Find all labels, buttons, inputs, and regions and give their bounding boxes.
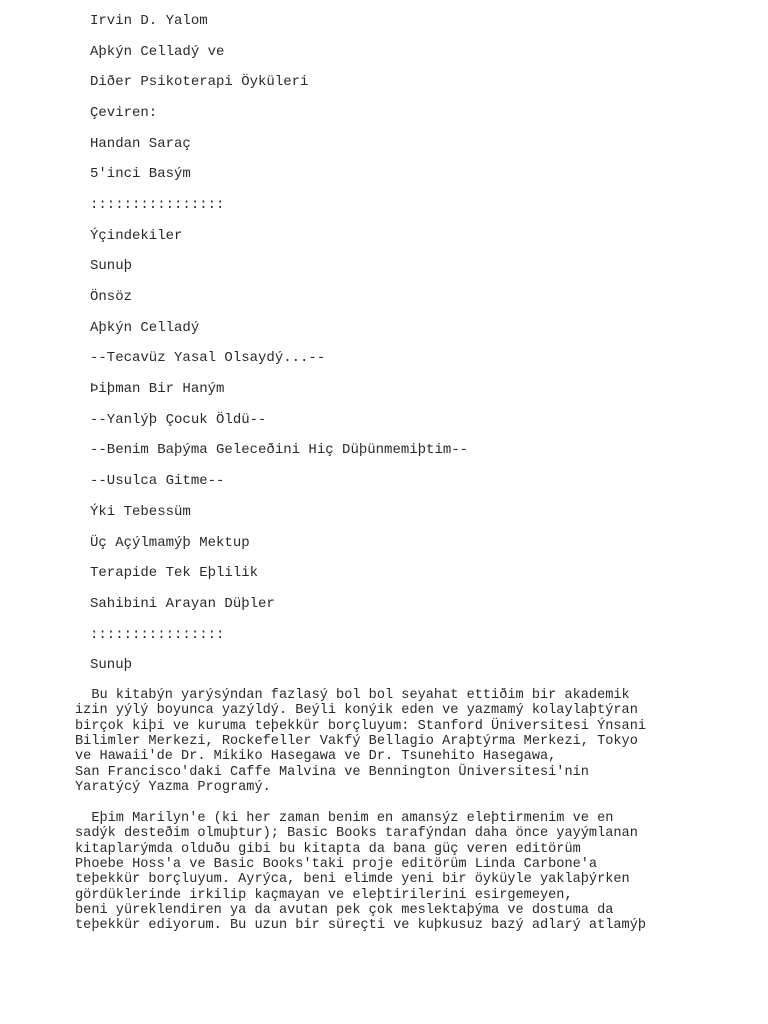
paragraph-line: beni yüreklendiren ya da avutan pek çok meslektaþýma ve dostuma da bbox=[75, 903, 614, 918]
paragraph-line: gördüklerinde irkilip kaçmayan ve eleþtirilerini esirgemeyen, bbox=[75, 888, 573, 903]
paragraph-line: birçok kiþi ve kuruma teþekkür borçluyum: Stanford Üniversitesi Ýnsani bbox=[75, 719, 647, 734]
paragraph-line: San Francisco'daki Caffe Malvina ve Bennington Üniversitesi'nin bbox=[75, 765, 589, 780]
toc-item: Üç Açýlmamýþ Mektup bbox=[90, 535, 250, 551]
translator-name: Handan Saraç bbox=[90, 136, 191, 152]
toc-item: Terapide Tek Eþlilik bbox=[90, 565, 259, 581]
paragraph-line: kitaplarýmda olduðu gibi bu kitapta da bana güç veren editörüm bbox=[75, 842, 581, 857]
paragraph-line: teþekkür borçluyum. Ayrýca, beni elimde yeni bir öyküyle yaklaþýrken bbox=[75, 872, 630, 887]
separator: :::::::::::::::: bbox=[90, 197, 225, 213]
toc-item: Önsöz bbox=[90, 289, 133, 305]
toc-item: Þiþman Bir Haným bbox=[90, 381, 225, 397]
toc-item: Ýki Tebessüm bbox=[90, 504, 191, 520]
paragraph-line: Phoebe Hoss'a ve Basic Books'taki proje editörüm Linda Carbone'a bbox=[75, 857, 598, 872]
toc-item: --Usulca Gitme-- bbox=[90, 473, 225, 489]
toc-item: Sunuþ bbox=[90, 258, 133, 274]
book-title-line-2: Diðer Psikoterapi Öyküleri bbox=[90, 74, 309, 90]
paragraph-line: Bu kitabýn yarýsýndan fazlasý bol bol seyahat ettiðim bir akademik bbox=[75, 688, 630, 703]
edition-info: 5'inci Basým bbox=[90, 166, 191, 182]
paragraph-line: Yaratýcý Yazma Programý. bbox=[75, 780, 271, 795]
toc-heading: Ýçindekiler bbox=[90, 228, 183, 244]
author-name: Irvin D. Yalom bbox=[90, 13, 208, 29]
section-heading: Sunuþ bbox=[90, 657, 133, 673]
separator: :::::::::::::::: bbox=[90, 627, 225, 643]
toc-item: --Benim Baþýma Geleceðini Hiç Düþünmemiþtim-- bbox=[90, 442, 469, 458]
paragraph-line: sadýk desteðim olmuþtur); Basic Books tarafýndan daha önce yayýmlanan bbox=[75, 826, 638, 841]
toc-item: Sahibini Arayan Düþler bbox=[90, 596, 275, 612]
paragraph-line: Bilimler Merkezi, Rockefeller Vakfý Bellagio Araþtýrma Merkezi, Tokyo bbox=[75, 734, 638, 749]
book-title-line-1: Aþkýn Celladý ve bbox=[90, 44, 225, 60]
toc-item: Aþkýn Celladý bbox=[90, 320, 200, 336]
translator-label: Çeviren: bbox=[90, 105, 158, 121]
toc-item: --Tecavüz Yasal Olsaydý...-- bbox=[90, 350, 326, 366]
paragraph-line: teþekkür ediyorum. Bu uzun bir süreçti ve kuþkusuz bazý adlarý atlamýþ bbox=[75, 918, 647, 933]
paragraph-line: Eþim Marilyn'e (ki her zaman benim en amansýz eleþtirmenim ve en bbox=[75, 811, 614, 826]
toc-item: --Yanlýþ Çocuk Öldü-- bbox=[90, 412, 267, 428]
paragraph-line: ve Hawaii'de Dr. Mikiko Hasegawa ve Dr. Tsunehito Hasegawa, bbox=[75, 749, 557, 764]
paragraph-line: izin yýlý boyunca yazýldý. Beýli konýik eden ve yazmamý kolaylaþtýran bbox=[75, 703, 638, 718]
